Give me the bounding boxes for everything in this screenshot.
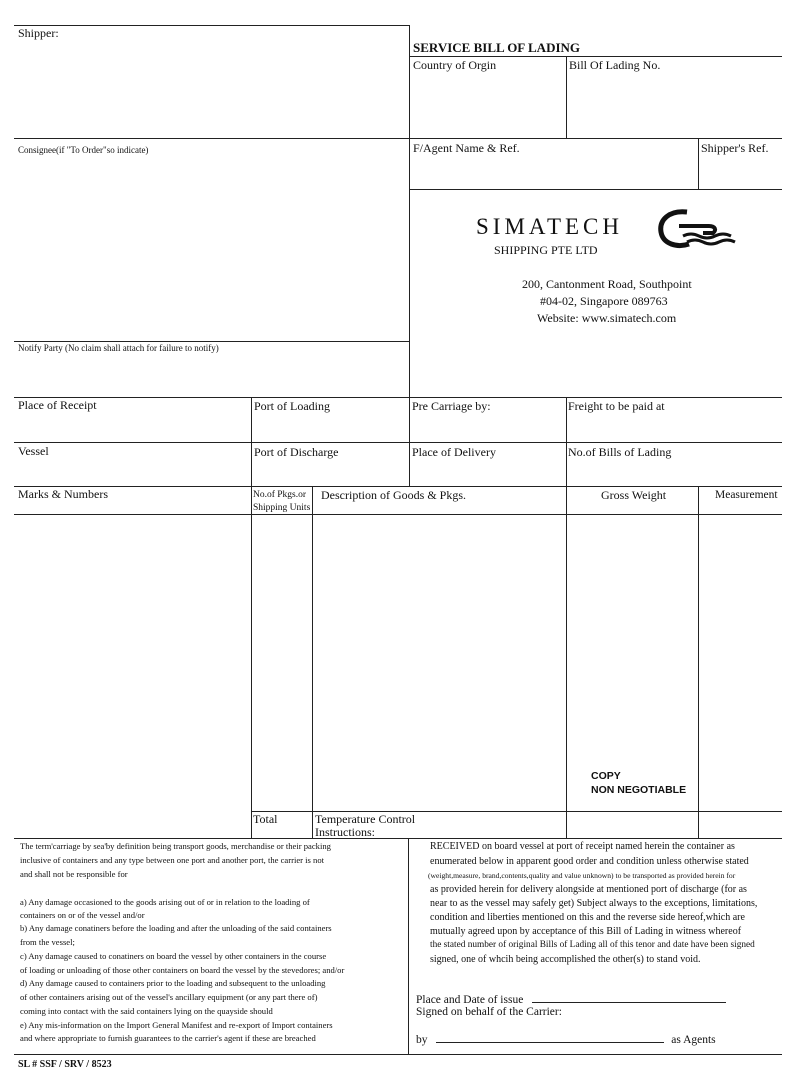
terms-line: The term'carriage by sea'by definition being transport goods, merchandise or their packing bbox=[20, 841, 331, 851]
received-line: enumerated below in apparent good order and condition unless otherwise stated bbox=[430, 856, 749, 867]
terms-line: and shall not be responsible for bbox=[20, 869, 128, 879]
received-line: the stated number of original Bills of Lading all of this tenor and date have been signed bbox=[430, 940, 755, 950]
measurement-label: Measurement bbox=[715, 489, 778, 501]
place-date-issue-label: Place and Date of issue bbox=[416, 992, 726, 1007]
terms-line: a) Any damage occasioned to the goods arising out of or in relation to the loading of bbox=[20, 897, 310, 907]
consignee-label: Consignee(if "To Order"so indicate) bbox=[18, 145, 149, 155]
total-label: Total bbox=[253, 812, 278, 826]
received-line: signed, one of whcih being accomplished the other(s) to stand void. bbox=[430, 954, 701, 965]
pkgs-label-line2: Shipping Units bbox=[253, 503, 311, 513]
pkgs-label-line1: No.of Pkgs.or bbox=[253, 490, 307, 500]
shipper-label: Shipper: bbox=[18, 26, 59, 40]
marks-numbers-label: Marks & Numbers bbox=[18, 487, 108, 501]
terms-line: b) Any damage conatiners before the loading and after the unloading of the said containers bbox=[20, 923, 332, 933]
shippers-ref-label: Shipper's Ref. bbox=[701, 141, 769, 155]
freight-label: Freight to be paid at bbox=[568, 399, 665, 413]
terms-line: of other containers arising out of the vessel's ancillary equipment (or any part there of) bbox=[20, 992, 318, 1002]
by-label: by bbox=[416, 1034, 428, 1046]
terms-line: containers on or of the vessel and/or bbox=[20, 910, 145, 920]
document-title: SERVICE BILL OF LADING bbox=[413, 40, 581, 55]
place-date-issue-field[interactable] bbox=[532, 992, 726, 1003]
notify-party-label: Notify Party (No claim shall attach for failure to notify) bbox=[18, 343, 219, 353]
terms-line: inclusive of containers and any type between one port and another port, the carrier is not bbox=[20, 855, 325, 865]
bill-of-lading-no-label: Bill Of Lading No. bbox=[569, 58, 661, 72]
company-address-2: #04-02, Singapore 089763 bbox=[540, 294, 668, 308]
place-of-delivery-label: Place of Delivery bbox=[412, 445, 496, 459]
company-name: SIMATECH bbox=[476, 214, 624, 239]
agent-name-label: F/Agent Name & Ref. bbox=[413, 141, 520, 155]
description-label: Description of Goods & Pkgs. bbox=[321, 488, 466, 502]
company-address-1: 200, Cantonment Road, Southpoint bbox=[522, 277, 692, 291]
gross-weight-label: Gross Weight bbox=[601, 488, 667, 502]
port-of-discharge-label: Port of Discharge bbox=[254, 445, 339, 459]
copy-stamp: COPY bbox=[591, 770, 621, 782]
terms-line: from the vessel; bbox=[20, 937, 75, 947]
signed-behalf-label: Signed on behalf of the Carrier: bbox=[416, 1006, 562, 1018]
company-subtitle: SHIPPING PTE LTD bbox=[494, 243, 598, 257]
terms-line: c) Any damage caused to conatiners on board the vessel by other containers in the course bbox=[20, 951, 327, 961]
temperature-control-label: Temperature Control bbox=[315, 812, 416, 826]
terms-line: and where appropriate to furnish guarantees to the carrier's agent if these are breached bbox=[20, 1033, 316, 1043]
terms-line: coming into contact with the said containers lying on the quayside should bbox=[20, 1006, 273, 1016]
received-line: condition and liberties mentioned on this and the reverse side hereof,which are bbox=[430, 912, 745, 923]
as-agents-label: as Agents bbox=[671, 1034, 716, 1046]
company-website: Website: www.simatech.com bbox=[537, 311, 677, 325]
terms-line: d) Any damage caused to containers prior to the loading and subsequent to the unloading bbox=[20, 978, 326, 988]
received-line: as provided herein for delivery alongside at mentioned port of discharge (for as bbox=[430, 884, 747, 895]
form-code: SL # SSF / SRV / 8523 bbox=[18, 1059, 112, 1070]
pre-carriage-label: Pre Carriage by: bbox=[412, 399, 491, 413]
received-line: (weight,measure, brand,contents,quality and value unknown) to be transported as provided herein for bbox=[428, 871, 736, 880]
received-line: near to as the vessel may safely get) Subject always to the exceptions, limitations, bbox=[430, 898, 758, 909]
received-line: RECEIVED on board vessel at port of receipt named herein the container as bbox=[430, 841, 735, 852]
terms-line: of loading or unloading of those other containers on board the vessel by the stevedores; and/or bbox=[20, 965, 345, 975]
port-of-loading-label: Port of Loading bbox=[254, 399, 330, 413]
agent-signature-field[interactable] bbox=[436, 1032, 664, 1043]
terms-line: e) Any mis-information on the Import General Manifest and re-export of Import containers bbox=[20, 1020, 333, 1030]
instructions-label: Instructions: bbox=[315, 825, 375, 839]
place-of-receipt-label: Place of Receipt bbox=[18, 398, 97, 412]
simatech-logo-icon bbox=[657, 206, 737, 250]
received-line: mutually agreed upon by acceptance of this Bill of Lading in witness whereof bbox=[430, 926, 742, 937]
signature-line bbox=[416, 1032, 716, 1047]
country-of-origin-label: Country of Orgin bbox=[413, 58, 497, 72]
non-negotiable-stamp: NON NEGOTIABLE bbox=[591, 784, 687, 796]
vessel-label: Vessel bbox=[18, 444, 49, 458]
no-of-bills-label: No.of Bills of Lading bbox=[568, 445, 672, 459]
